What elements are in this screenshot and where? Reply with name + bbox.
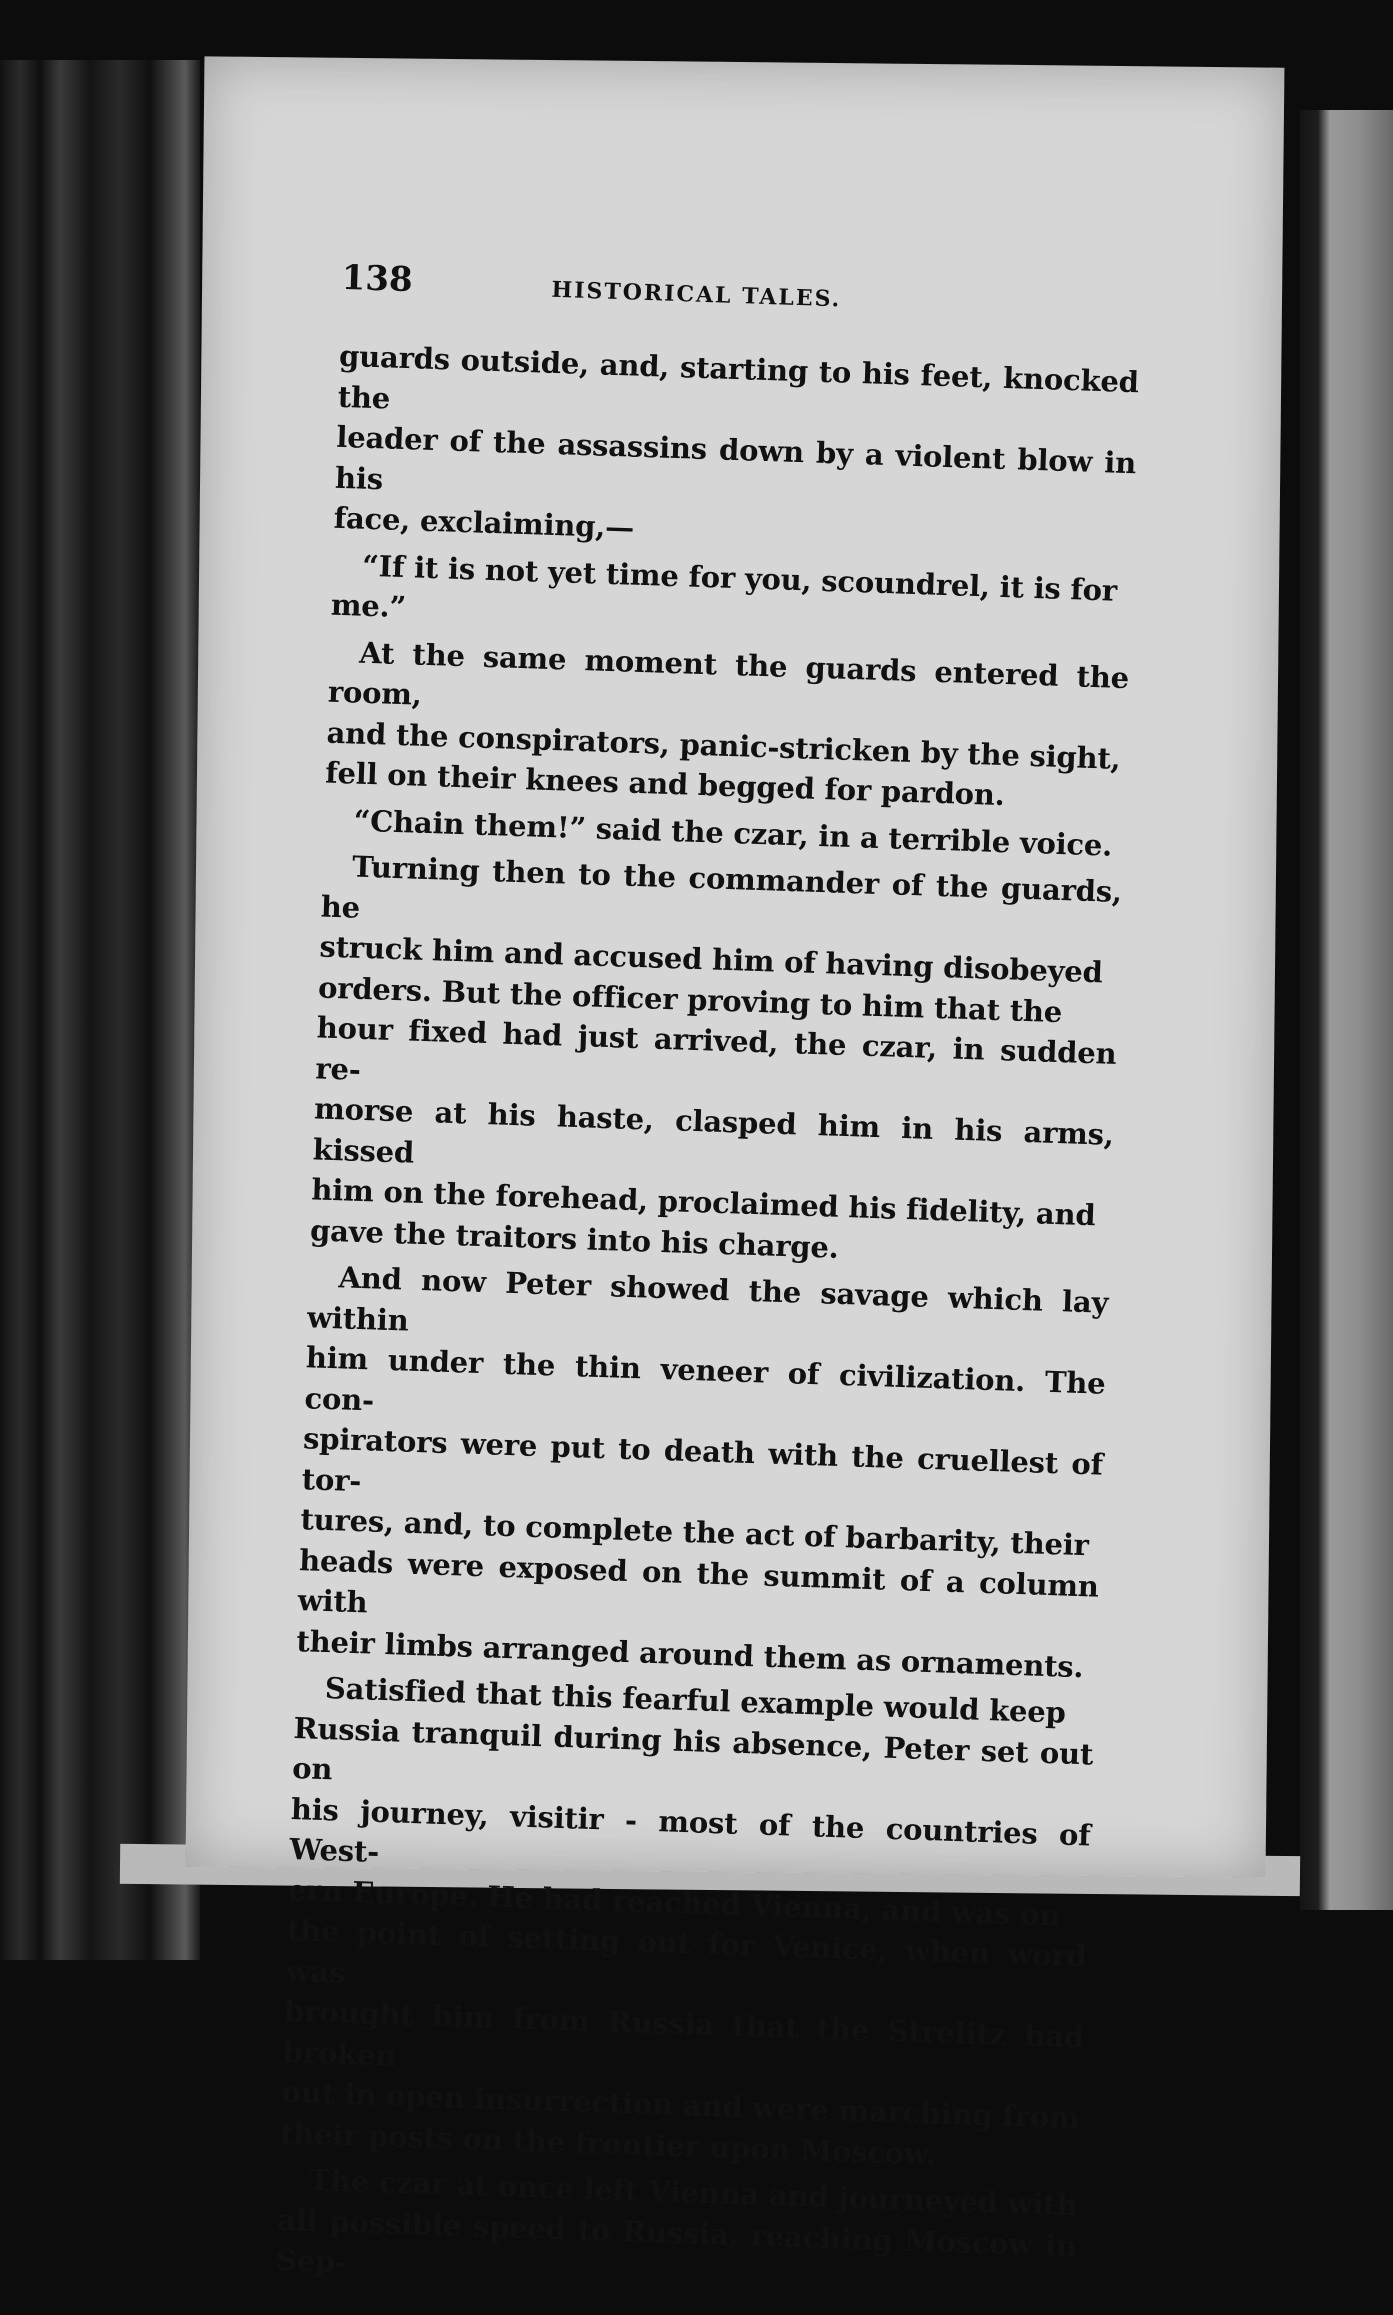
adjacent-page-right <box>1300 110 1393 1910</box>
book-edge-left <box>0 60 200 1960</box>
book-page <box>186 56 1285 2280</box>
running-head: HISTORICAL TALES. <box>551 276 842 313</box>
page-header <box>340 258 1142 344</box>
paragraph: At the same moment the guards entered the room, and the conspirators, panic-stricken by the sight, fell on their knees and begged for pardon. <box>324 635 1130 813</box>
page-number: 138 <box>341 257 414 301</box>
paragraph: guards outside, and, starting to his feet, knocked the leader of the assassins down by a violent blow in his face, exclaiming,— <box>333 338 1140 545</box>
paragraph: Satisfied that this fearful example would keep Russia tranquil during his absence, Peter set out on his journey, visitir - most of the countries of West- ern Europe. He had reached Vienna, and was on the point of setting out for Venice, when word was brought him from Russia that the Strelitz had broken out in open insurrection and were marching from their posts on the frontier upon Moscow. <box>279 1671 1094 2172</box>
paragraph: Turning then to the commander of the guards, he struck him and accused him of having disobeyed orders. But the officer proving to him that the hour fixed had just arrived, the czar, in sudden re- morse at his haste, clasped him in his arms, kissed him on the forehead, proclaimed his fidelity, and gave the traitors into his charge. <box>309 849 1123 1265</box>
page-content <box>275 258 1142 2313</box>
paragraph: And now Peter showed the savage which lay within him under the thin veneer of civilization. The con- spirators were put to death with the cruellest of tor- tures, and, to complete the act of barbarity, their heads were exposed on the summit of a column with their limbs arranged around them as ornaments. <box>295 1260 1109 1684</box>
paragraph: The czar at once left Vienna and journeyed with all possible speed to Russia, reaching Moscow in Sep- <box>275 2162 1078 2280</box>
paragraph: “If it is not yet time for you, scoundrel, it is for me.” <box>330 548 1118 625</box>
paragraph: “Chain them!” said the czar, in a terrible voice. <box>353 803 1113 863</box>
